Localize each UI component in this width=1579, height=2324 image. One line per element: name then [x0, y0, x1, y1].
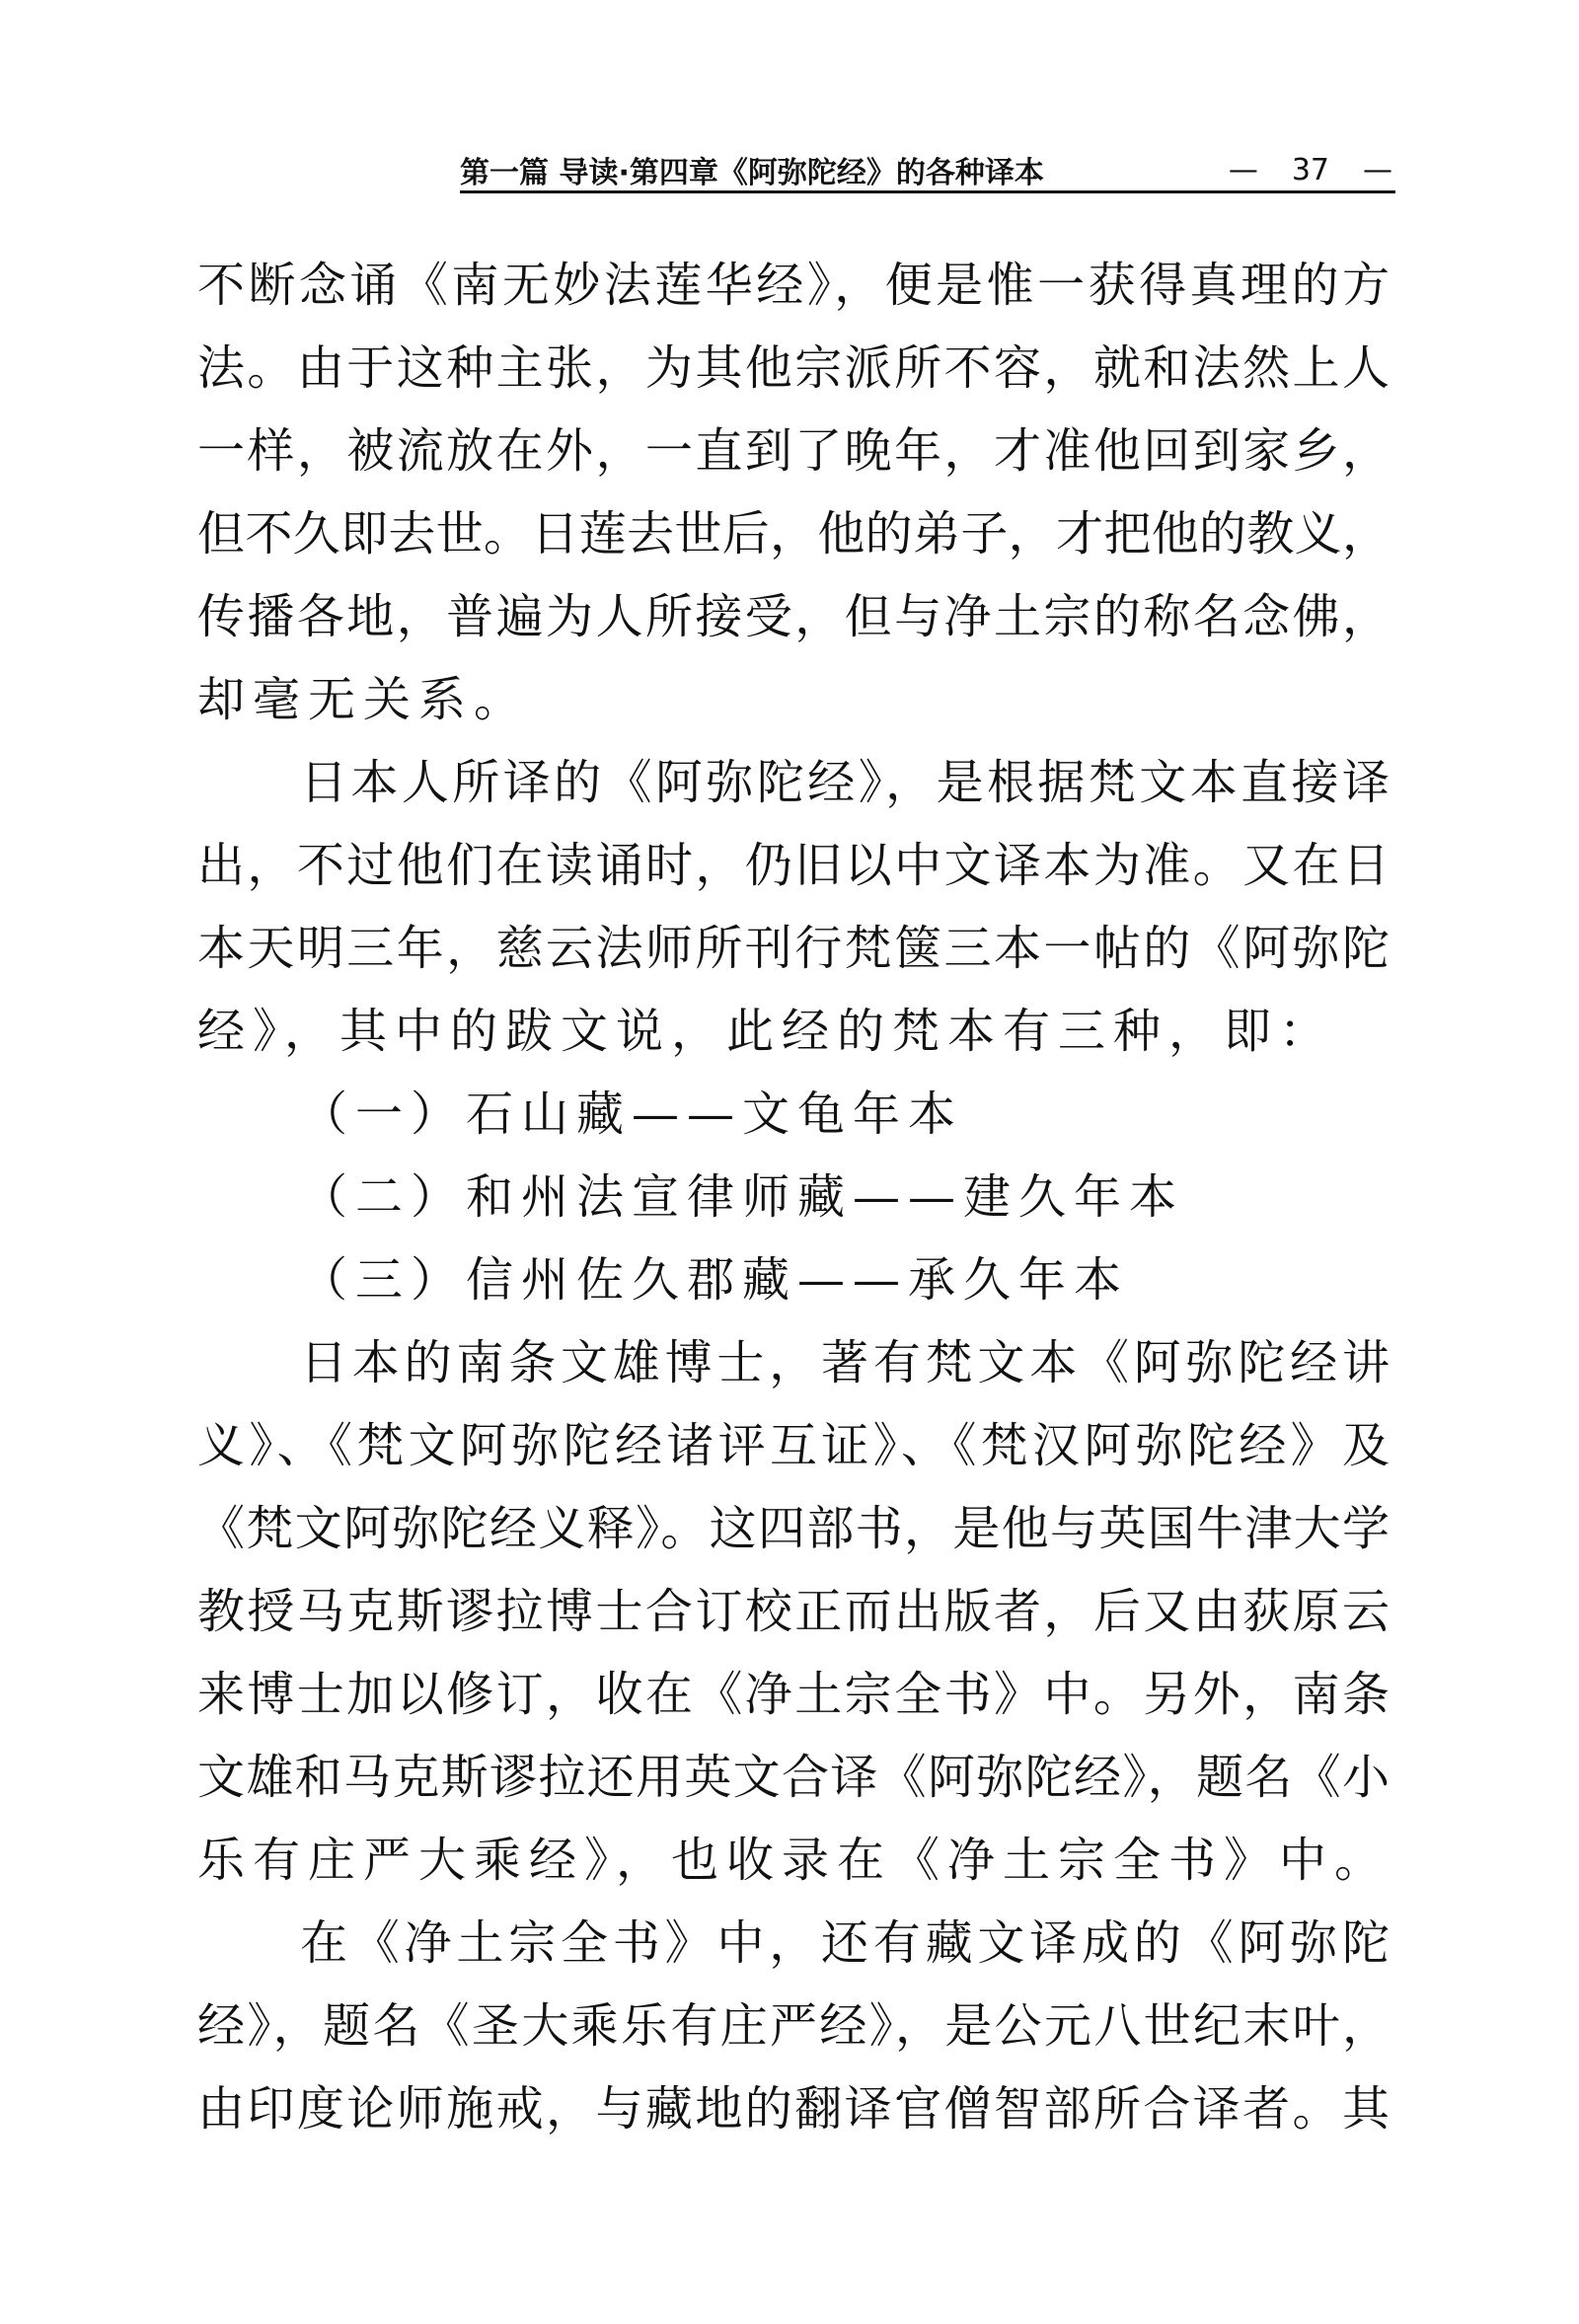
- text-line: 经》，其中的跋文说，此经的梵本有三种，即：: [197, 1004, 1335, 1059]
- text-line: （二）和州法宣律师藏——建久年本: [300, 1169, 1185, 1225]
- text-line: 一样，被流放在外，一直到了晚年，才准他回到家乡，: [197, 423, 1390, 479]
- dash-right: —: [1363, 152, 1392, 187]
- text-line: 义》、《梵文阿弥陀经诸评互证》、《梵汉阿弥陀经》及: [197, 1418, 1390, 1473]
- header-title: 第一篇 导读·第四章《阿弥陀经》的各种译本: [460, 156, 1044, 190]
- text-line: （一）石山藏——文龟年本: [300, 1087, 964, 1142]
- text-line: 日本人所译的《阿弥陀经》，是根据梵文本直接译: [300, 755, 1390, 810]
- text-line: 教授马克斯谬拉博士合订校正而出版者，后又由荻原云: [197, 1584, 1390, 1639]
- body-text: [197, 244, 1390, 2150]
- text-line: （三）信州佐久郡藏——承久年本: [300, 1252, 1130, 1308]
- text-line: 经》，题名《圣大乘乐有庄严经》，是公元八世纪末叶，: [197, 1998, 1390, 2054]
- text-line: 本天明三年，慈云法师所刊行梵箧三本一帖的《阿弥陀: [197, 921, 1390, 976]
- page-number-group: [1229, 153, 1392, 187]
- text-line: 不断念诵《南无妙法莲华经》，便是惟一获得真理的方: [197, 258, 1390, 313]
- text-line: 在《净土宗全书》中，还有藏文译成的《阿弥陀: [300, 1915, 1390, 1971]
- text-line: 但不久即去世。日莲去世后，他的弟子，才把他的教义，: [197, 506, 1390, 562]
- text-line: 出，不过他们在读诵时，仍旧以中文译本为准。又在日: [197, 838, 1390, 893]
- text-line: 却毫无关系。: [197, 672, 530, 727]
- text-line: 乐有庄严大乘经》，也收录在《净土宗全书》中。: [197, 1833, 1391, 1888]
- page-number: 37: [1291, 152, 1329, 187]
- text-line: 由印度论师施戒，与藏地的翻译官僧智部所合译者。其: [197, 2081, 1390, 2137]
- text-line: 日本的南条文雄博士，著有梵文本《阿弥陀经讲: [300, 1335, 1390, 1390]
- running-header: [460, 150, 1392, 189]
- text-line: 法。由于这种主张，为其他宗派所不容，就和法然上人: [197, 340, 1390, 396]
- header-rule: [460, 190, 1395, 193]
- dash-left: —: [1228, 152, 1258, 187]
- text-line: 文雄和马克斯谬拉还用英文合译《阿弥陀经》，题名《小: [197, 1750, 1390, 1805]
- text-line: 来博士加以修订，收在《净土宗全书》中。另外，南条: [197, 1667, 1390, 1722]
- text-line: 传播各地，普遍为人所接受，但与净土宗的称名念佛，: [197, 589, 1390, 644]
- text-line: 《梵文阿弥陀经义释》。这四部书，是他与英国牛津大学: [197, 1501, 1390, 1556]
